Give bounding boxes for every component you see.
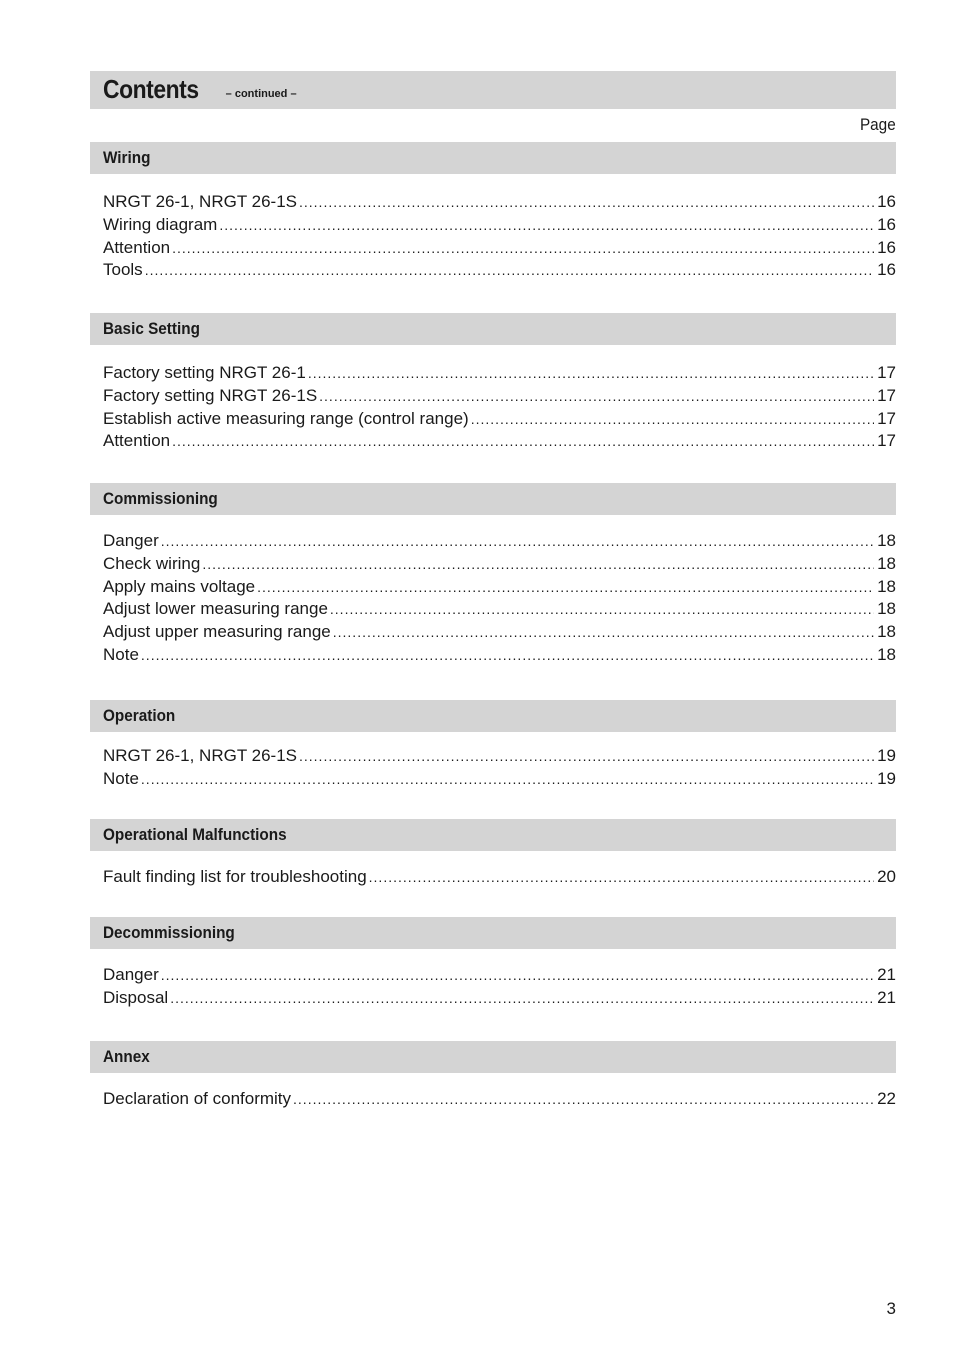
toc-entry[interactable] xyxy=(103,430,896,453)
toc-entry-page: 21 xyxy=(877,965,896,984)
toc-entry-title: Adjust lower measuring range xyxy=(103,599,328,619)
toc-entry[interactable] xyxy=(103,987,896,1010)
toc-entry-title: Wiring diagram xyxy=(103,214,218,234)
dot-leader xyxy=(319,385,874,408)
section-header: Annex xyxy=(90,1041,896,1073)
toc-entry-title: Apply mains voltage xyxy=(103,576,256,596)
dot-leader xyxy=(172,430,874,453)
section-header: Commissioning xyxy=(90,483,896,515)
dot-leader xyxy=(141,768,874,791)
toc-entry[interactable] xyxy=(103,768,896,791)
page-subtitle: – continued – xyxy=(225,88,297,100)
toc-entry[interactable] xyxy=(103,214,896,237)
section-entries xyxy=(90,866,896,889)
toc-entry-title: Check wiring xyxy=(103,553,201,573)
toc-entry[interactable] xyxy=(103,259,896,282)
section-header: Basic Setting xyxy=(90,313,896,345)
toc-entry-page: 17 xyxy=(877,385,896,405)
toc-entry-page: 20 xyxy=(877,867,896,886)
toc-entry-page: 21 xyxy=(877,987,896,1007)
toc-entry-title: NRGT 26-1, NRGT 26-1S xyxy=(103,746,297,765)
toc-entry-page: 18 xyxy=(877,644,896,664)
toc-entry-page: 17 xyxy=(877,431,896,451)
section-header: Operational Malfunctions xyxy=(90,819,896,851)
section-decommissioning xyxy=(90,917,896,1010)
toc-entry-page: 22 xyxy=(877,1089,896,1108)
toc-entry-title: Factory setting NRGT 26-1S xyxy=(103,385,318,405)
dot-leader xyxy=(330,598,874,621)
toc-entry[interactable] xyxy=(103,1088,896,1111)
toc-entry-title: Establish active measuring range (control range) xyxy=(103,408,469,428)
section-basic-setting xyxy=(90,313,896,453)
toc-entry-title: Danger xyxy=(103,965,159,984)
toc-entry[interactable] xyxy=(103,408,896,431)
section-entries xyxy=(90,964,896,1010)
toc-entry[interactable] xyxy=(103,964,896,987)
toc-entry-title: Note xyxy=(103,644,139,664)
toc-entry-page: 18 xyxy=(877,553,896,573)
dot-leader xyxy=(308,362,874,385)
toc-entry[interactable] xyxy=(103,644,896,667)
page-number: 3 xyxy=(886,1299,896,1318)
section-entries xyxy=(90,191,896,282)
dot-leader xyxy=(141,644,874,667)
toc-entry[interactable] xyxy=(103,745,896,768)
toc-entry-page: 16 xyxy=(877,260,896,280)
toc-entry[interactable] xyxy=(103,598,896,621)
toc-entry-page: 16 xyxy=(877,237,896,257)
section-wiring xyxy=(90,142,896,282)
toc-entry-title: Attention xyxy=(103,431,171,451)
toc-entry-page: 18 xyxy=(877,599,896,619)
toc-entry-page: 19 xyxy=(877,768,896,788)
toc-entry-title: Declaration of conformity xyxy=(103,1089,292,1108)
toc-entry-page: 16 xyxy=(877,214,896,234)
toc-entry-page: 19 xyxy=(877,746,896,765)
toc-entry-page: 17 xyxy=(877,408,896,428)
toc-entry-title: Danger xyxy=(103,531,159,550)
toc-entry-title: Adjust upper measuring range xyxy=(103,622,331,642)
dot-leader xyxy=(257,576,874,599)
contents-title-bar xyxy=(90,71,896,109)
toc-entry[interactable] xyxy=(103,553,896,576)
toc-entry-page: 18 xyxy=(877,622,896,642)
section-entries xyxy=(90,1088,896,1111)
section-entries xyxy=(90,745,896,791)
toc-entry-title: Fault finding list for troubleshooting xyxy=(103,867,367,886)
dot-leader xyxy=(161,530,874,553)
toc-entry[interactable] xyxy=(103,191,896,214)
dot-leader xyxy=(299,745,874,768)
toc-entry-title: Disposal xyxy=(103,987,169,1007)
section-commissioning xyxy=(90,483,896,667)
dot-leader xyxy=(219,214,874,237)
toc-entry[interactable] xyxy=(103,530,896,553)
toc-entry[interactable] xyxy=(103,362,896,385)
dot-leader xyxy=(299,191,874,214)
dot-leader xyxy=(369,866,874,889)
dot-leader xyxy=(471,408,874,431)
toc-entry-title: Tools xyxy=(103,260,143,280)
section-entries xyxy=(90,530,896,667)
section-entries xyxy=(90,362,896,453)
toc-entry-page: 18 xyxy=(877,576,896,596)
dot-leader xyxy=(202,553,874,576)
toc-entry-title: Attention xyxy=(103,237,171,257)
dot-leader xyxy=(145,259,874,282)
toc-entry-page: 18 xyxy=(877,531,896,550)
dot-leader xyxy=(161,964,874,987)
dot-leader xyxy=(333,621,874,644)
section-header: Wiring xyxy=(90,142,896,174)
section-header: Decommissioning xyxy=(90,917,896,949)
dot-leader xyxy=(172,237,874,260)
toc-entry-title: Factory setting NRGT 26-1 xyxy=(103,363,306,382)
dot-leader xyxy=(170,987,874,1010)
toc-entry-title: NRGT 26-1, NRGT 26-1S xyxy=(103,192,297,211)
toc-entry-page: 16 xyxy=(877,192,896,211)
toc-entry[interactable] xyxy=(103,385,896,408)
section-operation xyxy=(90,700,896,791)
toc-entry-title: Note xyxy=(103,768,139,788)
dot-leader xyxy=(293,1088,874,1111)
page-column-label: Page xyxy=(860,115,896,134)
section-annex xyxy=(90,1041,896,1111)
toc-entry[interactable] xyxy=(103,621,896,644)
toc-entry[interactable] xyxy=(103,866,896,889)
toc-entry-page: 17 xyxy=(877,363,896,382)
section-header: Operation xyxy=(90,700,896,732)
toc-entry[interactable] xyxy=(103,576,896,599)
toc-entry[interactable] xyxy=(103,237,896,260)
section-operational-malfunctions xyxy=(90,819,896,889)
page-title: Contents xyxy=(103,74,199,104)
